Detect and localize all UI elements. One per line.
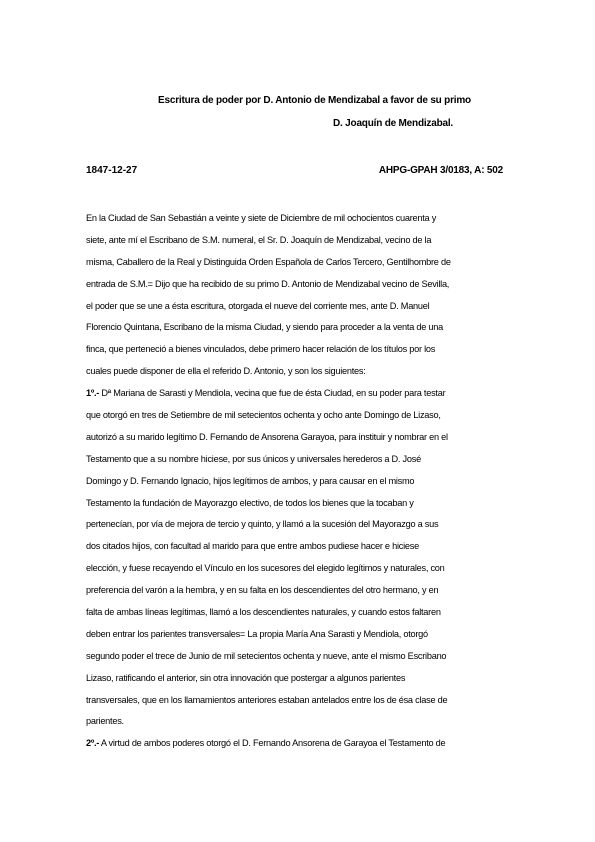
body-line: 1º.- Dª Mariana de Sarasti y Mendiola, vecina que fue de ésta Ciudad, en su poder para testar bbox=[86, 388, 446, 399]
archive-reference: AHPG-GPAH 3/0183, A: 502 bbox=[378, 165, 503, 176]
body-line: dos citados hijos, con facultad al marido para que entre ambos pudiese hacer e hiciese bbox=[86, 541, 419, 552]
body-line: parientes. bbox=[86, 716, 124, 727]
body-line: Domingo y D. Fernando Ignacio, hijos legítimos de ambos, y para causar en el mismo bbox=[86, 475, 415, 486]
body-line: misma, Caballero de la Real y Distinguida Orden Española de Carlos Tercero, Gentilhombre de bbox=[86, 256, 451, 267]
paragraph-number: 1º.- bbox=[86, 388, 100, 399]
body-line: que otorgó en tres de Setiembre de mil setecientos ochenta y ocho ante Domingo de Lizaso, bbox=[86, 410, 441, 421]
body-line: elección, y fuese recayendo el Vínculo en los sucesores del elegido legítimos y naturales, con bbox=[86, 563, 445, 574]
document-date: 1847-12-27 bbox=[86, 165, 138, 176]
body-line: preferencia del varón a la hembra, y en su falta en los descendientes del otro hermano, y en bbox=[86, 585, 439, 596]
body-line: siete, ante mí el Escribano de S.M. numeral, el Sr. D. Joaquín de Mendizabal, vecino de la bbox=[86, 234, 432, 245]
body-line: entrada de S.M.= Dijo que ha recibido de su primo D. Antonio de Mendizabal vecino de Sevilla, bbox=[86, 278, 450, 289]
body-line: transversales, que en los llamamientos anteriores estaban antelados entre los de ésa clase de bbox=[86, 694, 448, 705]
body-line: Testamento la fundación de Mayorazgo electivo, de todos los bienes que la tocaban y bbox=[86, 497, 414, 508]
body-line: falta de ambas líneas legítimas, llamó a los descendientes naturales, y cuando estos faltaren bbox=[86, 607, 441, 618]
document-title-line1: Escritura de poder por D. Antonio de Mendizabal a favor de su primo bbox=[158, 95, 471, 106]
body-line: cuales puede disponer de ella el referido D. Antonio, y son los siguientes: bbox=[86, 366, 366, 377]
body-line: autorizó a su marido legítimo D. Fernando de Ansorena Garayoa, para instituir y nombrar en el bbox=[86, 431, 448, 442]
body-line: 2º.- A virtud de ambos poderes otorgó el D. Fernando Ansorena de Garayoa el Testamento de bbox=[86, 738, 446, 749]
body-line: pertenecían, por vía de mejora de tercio y quinto, y llamó a la sucesión del Mayorazgo a sus bbox=[86, 519, 439, 530]
body-line: Lizaso, ratificando el anterior, sin otra innovación que postergar a algunos parientes bbox=[86, 672, 406, 683]
document-title-line2: D. Joaquín de Mendizabal. bbox=[333, 118, 454, 129]
paragraph-number: 2º.- bbox=[86, 738, 100, 749]
body-line: Florencio Quintana, Escribano de la misma Ciudad, y siendo para proceder a la venta de una bbox=[86, 322, 443, 333]
body-line: segundo poder el trece de Junio de mil setecientos ochenta y nueve, ante el mismo Escribano bbox=[86, 650, 447, 661]
body-line: finca, que perteneció a bienes vinculados, debe primero hacer relación de los títulos por los bbox=[86, 344, 436, 355]
body-line: Testamento que a su nombre hiciese, por sus únicos y universales herederos a D. José bbox=[86, 453, 421, 464]
body-line: el poder que se une a ésta escritura, otorgada el nueve del corriente mes, ante D. Manuel bbox=[86, 300, 430, 311]
document-body bbox=[86, 212, 511, 759]
body-line: deben entrar los parientes transversales= La propia María Ana Sarasti y Mendiola, otorgó bbox=[86, 628, 428, 639]
body-line: En la Ciudad de San Sebastián a veinte y siete de Diciembre de mil ochocientos cuarenta y bbox=[86, 213, 437, 223]
